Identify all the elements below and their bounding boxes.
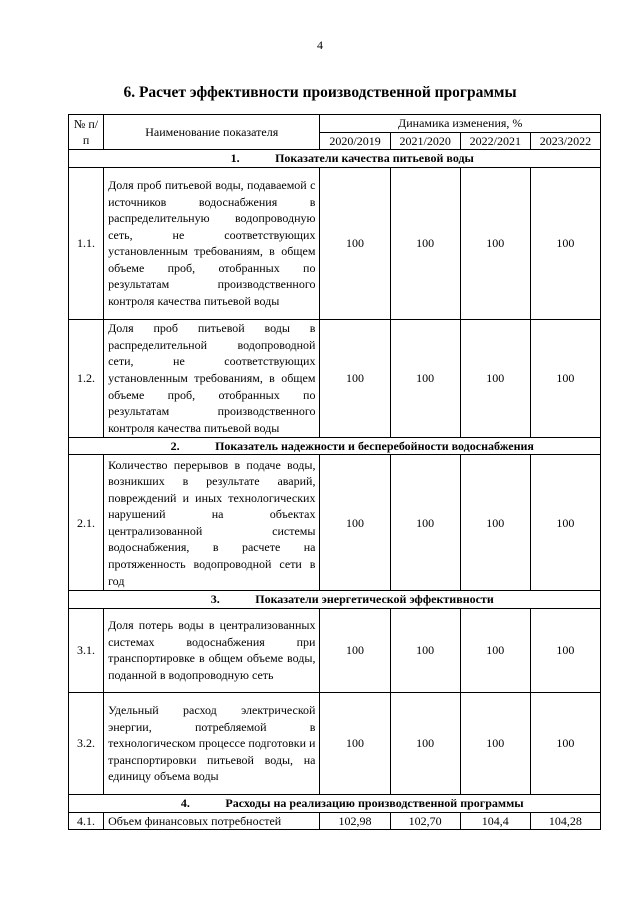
value-cell: 100 — [460, 692, 530, 794]
value-cell: 100 — [530, 319, 600, 437]
period-header: 2021/2020 — [390, 132, 460, 150]
section-title: Расходы на реализацию производственной программы — [225, 795, 524, 810]
section-header — [69, 591, 601, 609]
value-cell: 104,28 — [530, 812, 600, 830]
value-cell: 100 — [390, 692, 460, 794]
section-title: Показатель надежности и бесперебойности водоснабжения — [215, 438, 534, 453]
value-cell: 100 — [460, 167, 530, 319]
section-header — [69, 150, 601, 168]
value-cell: 100 — [320, 167, 390, 319]
dynamics-header: Динамика изменения, % — [320, 115, 601, 133]
indicator-name: Доля проб питьевой воды в распределительной водопроводной сети, не соответствующих установленным требованиям, в общем объеме проб, отобранных по результатам производственного контроля качества питьевой воды — [104, 319, 320, 437]
value-cell: 100 — [320, 455, 390, 591]
section-header — [69, 794, 601, 812]
value-cell: 100 — [530, 167, 600, 319]
indicator-name: Доля потерь воды в централизованных системах водоснабжения при транспортировке в общем объеме воды, поданной в водопроводную сеть — [104, 608, 320, 692]
col-name-header: Наименование показателя — [104, 115, 320, 150]
period-header: 2023/2022 — [530, 132, 600, 150]
table-row — [69, 692, 601, 794]
section-number: 2. — [170, 438, 180, 453]
table-row — [69, 319, 601, 437]
section-row — [69, 150, 601, 168]
value-cell: 100 — [530, 608, 600, 692]
indicator-name: Удельный расход электрической энергии, потребляемой в технологическом процессе подготовки и транспортировки питьевой воды, на единицу объема воды — [104, 692, 320, 794]
section-row — [69, 437, 601, 455]
table-row — [69, 455, 601, 591]
value-cell: 100 — [390, 608, 460, 692]
value-cell: 100 — [460, 319, 530, 437]
section-number: 3. — [210, 592, 220, 607]
indicator-name: Количество перерывов в подаче воды, возникших в результате аварий, повреждений и иных технологических нарушений на объектах централизованной системы водоснабжения, в расчете на протяженность водопроводной сети в год — [104, 455, 320, 591]
value-cell: 100 — [390, 319, 460, 437]
table-row — [69, 167, 601, 319]
section-title: Показатели энергетической эффективности — [255, 592, 494, 607]
section-number: 4. — [180, 795, 190, 810]
table-row — [69, 812, 601, 830]
section-row — [69, 794, 601, 812]
section-number: 1. — [230, 151, 240, 166]
value-cell: 100 — [460, 608, 530, 692]
row-number: 1.1. — [69, 167, 104, 319]
value-cell: 100 — [390, 167, 460, 319]
indicator-name: Доля проб питьевой воды, подаваемой с источников водоснабжения в распределительную водопроводную сеть, не соответствующих установленным требованиям, в общем объеме проб, отобранных по результатам производственного контроля качества питьевой воды — [104, 167, 320, 319]
row-number: 3.1. — [69, 608, 104, 692]
period-header: 2022/2021 — [460, 132, 530, 150]
value-cell: 102,98 — [320, 812, 390, 830]
period-header: 2020/2019 — [320, 132, 390, 150]
section-header — [69, 437, 601, 455]
efficiency-table — [68, 114, 601, 830]
value-cell: 100 — [460, 455, 530, 591]
page-number: 4 — [317, 38, 323, 52]
value-cell: 100 — [320, 608, 390, 692]
col-num-header: № п/п — [69, 115, 104, 150]
value-cell: 100 — [390, 455, 460, 591]
value-cell: 100 — [530, 692, 600, 794]
value-cell: 100 — [320, 319, 390, 437]
value-cell: 100 — [320, 692, 390, 794]
indicator-name: Объем финансовых потребностей — [104, 812, 320, 830]
row-number: 4.1. — [69, 812, 104, 830]
row-number: 3.2. — [69, 692, 104, 794]
value-cell: 102,70 — [390, 812, 460, 830]
value-cell: 100 — [530, 455, 600, 591]
section-title: Показатели качества питьевой воды — [275, 151, 474, 166]
row-number: 1.2. — [69, 319, 104, 437]
value-cell: 104,4 — [460, 812, 530, 830]
row-number: 2.1. — [69, 455, 104, 591]
table-row — [69, 608, 601, 692]
page-title: 6. Расчет эффективности производственной программы — [123, 84, 517, 101]
section-row — [69, 591, 601, 609]
